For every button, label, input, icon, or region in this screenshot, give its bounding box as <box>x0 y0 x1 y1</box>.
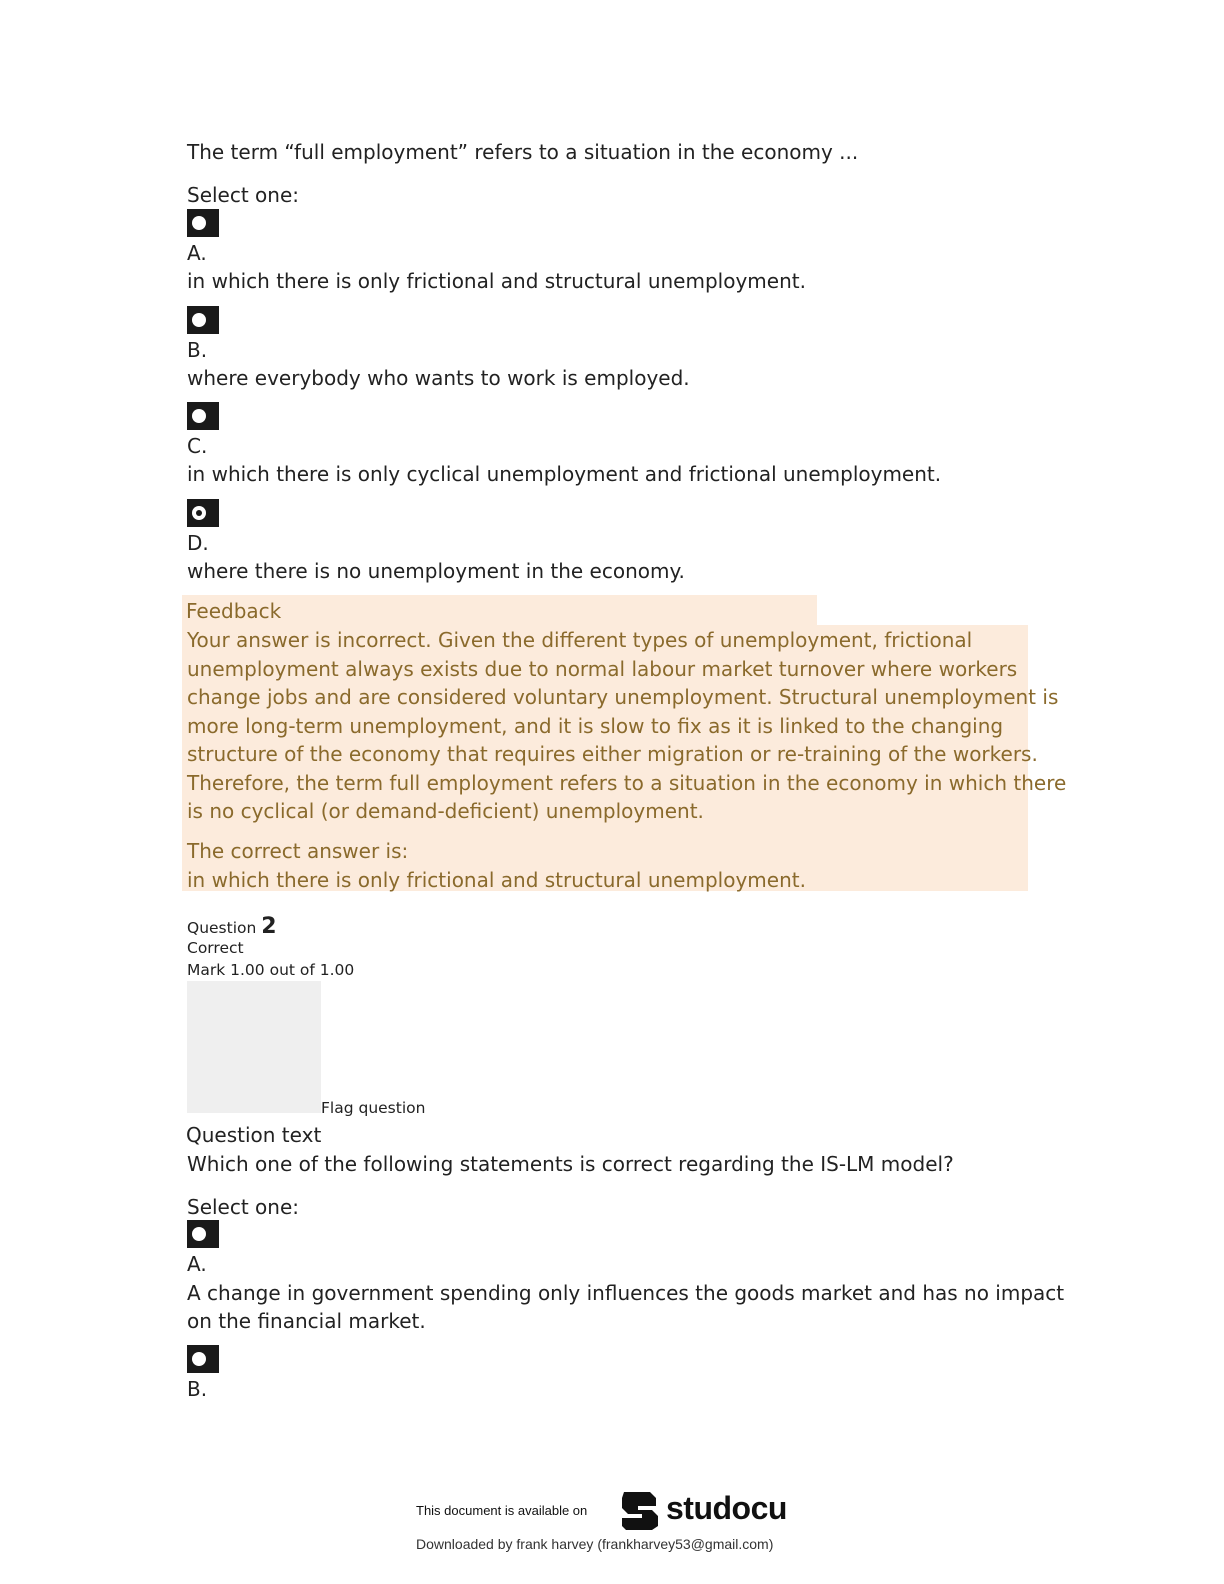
radio-circle-icon <box>192 313 206 327</box>
studocu-logo-icon <box>618 1488 662 1532</box>
studocu-brand[interactable]: studocu <box>666 1490 787 1526</box>
question-number: 2 <box>261 914 277 939</box>
feedback-line: unemployment always exists due to normal labour market turnover where workers <box>187 657 1018 681</box>
feedback-line: is no cyclical (or demand-deficient) unemployment. <box>187 799 704 823</box>
radio-circle-icon <box>192 216 206 230</box>
question-2-header <box>187 914 277 939</box>
option-a-letter: A. <box>187 241 207 265</box>
correct-answer-label: The correct answer is: <box>187 839 409 863</box>
correct-answer-text: in which there is only frictional and structural unemployment. <box>187 868 806 892</box>
radio-circle-icon <box>192 1352 206 1366</box>
q2-option-a-text[interactable]: A change in government spending only influences the goods market and has no impact <box>187 1281 1065 1305</box>
feedback-line: change jobs and are considered voluntary unemployment. Structural unemployment is <box>187 685 1059 709</box>
question-2-text: Which one of the following statements is correct regarding the IS-LM model? <box>187 1152 954 1176</box>
option-d-text[interactable]: where there is no unemployment in the economy. <box>187 559 685 583</box>
option-c-text[interactable]: in which there is only cyclical unemployment and frictional unemployment. <box>187 462 942 486</box>
radio-option-c[interactable] <box>187 402 219 430</box>
option-b-text[interactable]: where everybody who wants to work is employed. <box>187 366 690 390</box>
radio-circle-icon <box>192 1227 206 1241</box>
feedback-line: Therefore, the term full employment refers to a situation in the economy in which there <box>187 771 1067 795</box>
radio-option-d-selected[interactable] <box>187 499 219 527</box>
flag-question-link[interactable]: Flag question <box>321 1099 426 1117</box>
radio-q2-option-a[interactable] <box>187 1220 219 1248</box>
option-c-letter: C. <box>187 434 208 458</box>
radio-q2-option-b[interactable] <box>187 1345 219 1373</box>
radio-circle-icon <box>192 409 206 423</box>
feedback-line: structure of the economy that requires either migration or re-training of the workers. <box>187 742 1038 766</box>
select-one-label: Select one: <box>187 183 300 207</box>
question-label: Question <box>187 919 257 937</box>
feedback-heading: Feedback <box>186 599 282 623</box>
radio-option-a[interactable] <box>187 209 219 237</box>
select-one-label: Select one: <box>187 1195 300 1219</box>
question-2-mark: Mark 1.00 out of 1.00 <box>187 961 355 979</box>
question-2-status: Correct <box>187 939 244 957</box>
option-b-letter: B. <box>187 338 208 362</box>
flag-icon[interactable] <box>187 981 321 1113</box>
footer-available-text: This document is available on <box>416 1503 588 1518</box>
footer-downloaded-text: Downloaded by frank harvey (frankharvey53@gmail.com) <box>416 1536 774 1552</box>
radio-selected-icon <box>192 506 206 520</box>
q2-option-a-text[interactable]: on the financial market. <box>187 1309 426 1333</box>
q2-option-b-letter: B. <box>187 1377 208 1401</box>
q2-option-a-letter: A. <box>187 1252 207 1276</box>
radio-option-b[interactable] <box>187 306 219 334</box>
question-1-text: The term “full employment” refers to a situation in the economy ... <box>187 140 859 164</box>
option-d-letter: D. <box>187 531 209 555</box>
option-a-text[interactable]: in which there is only frictional and structural unemployment. <box>187 269 806 293</box>
feedback-line: more long-term unemployment, and it is slow to fix as it is linked to the changing <box>187 714 1004 738</box>
feedback-line: Your answer is incorrect. Given the different types of unemployment, frictional <box>187 628 973 652</box>
question-text-heading: Question text <box>186 1123 322 1147</box>
